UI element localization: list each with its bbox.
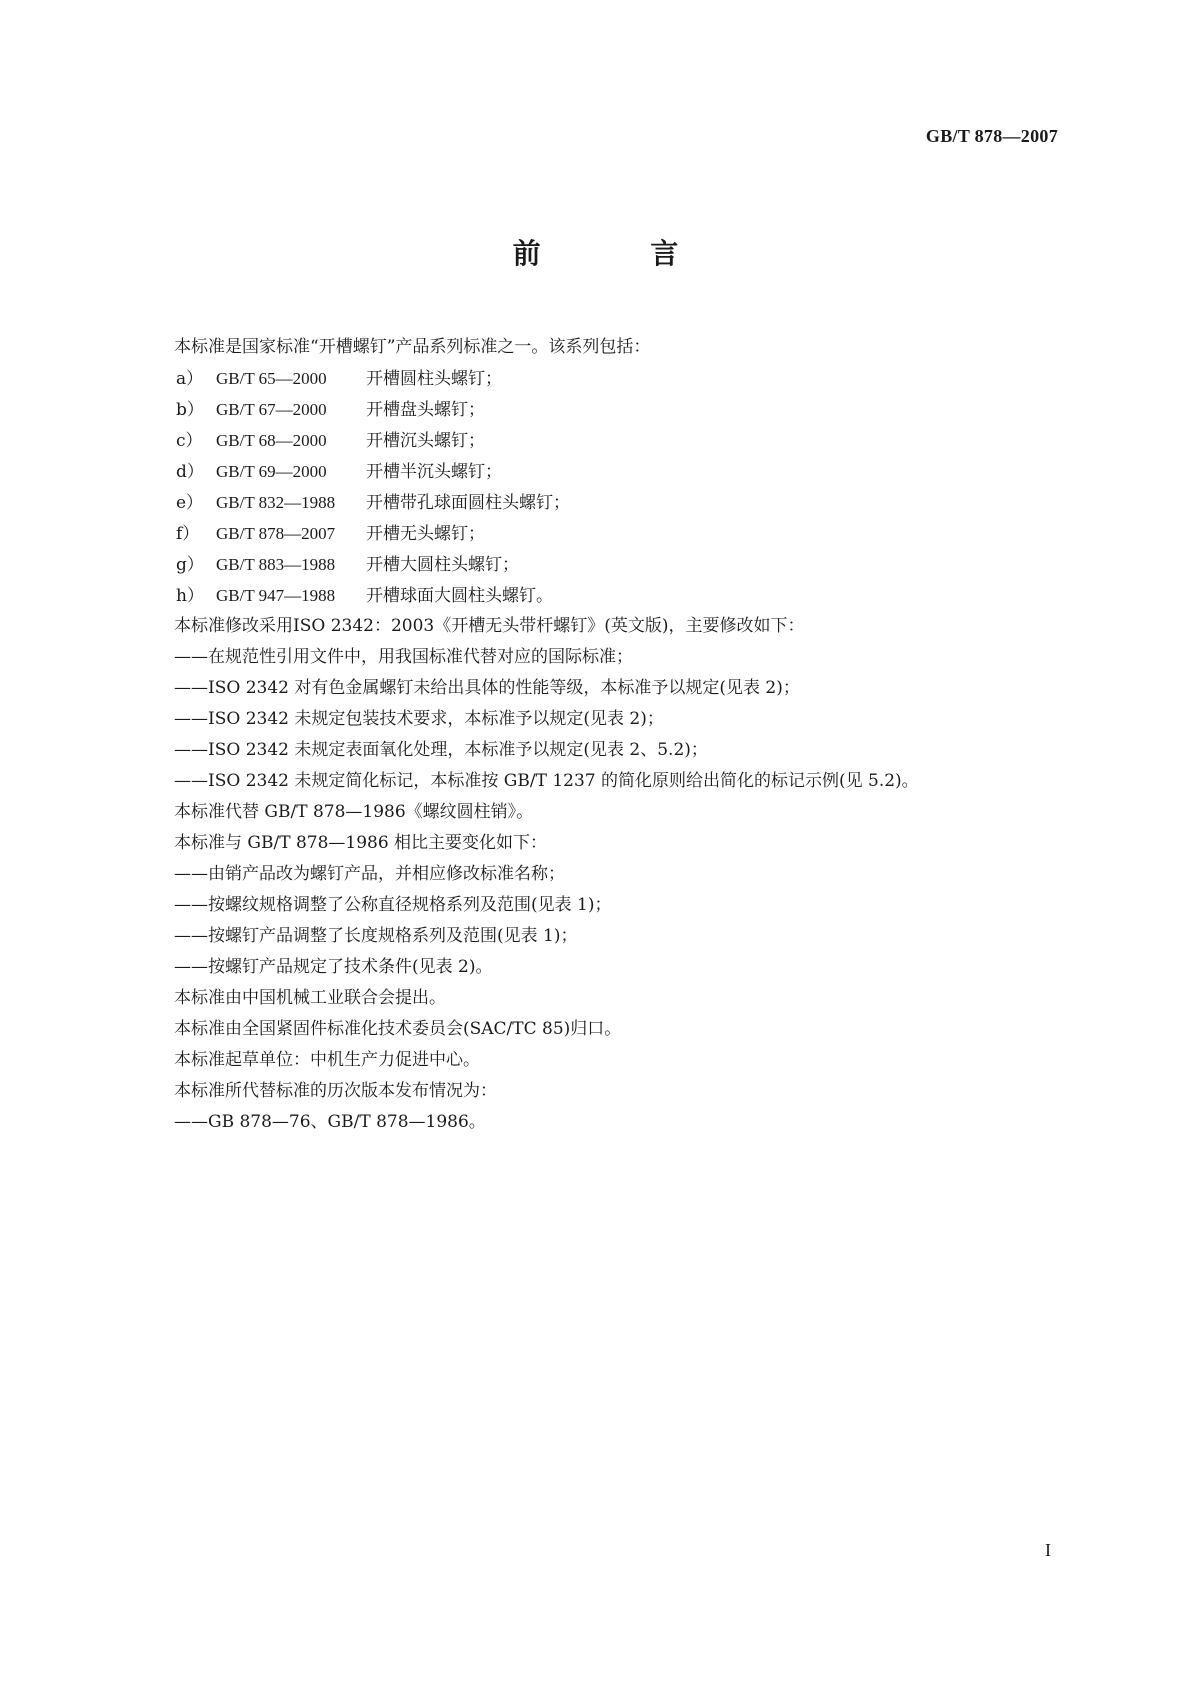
series-item-name: 开槽半沉头螺钉；	[366, 462, 502, 482]
body-paragraph: ——在规范性引用文件中，用我国标准代替对应的国际标准；	[174, 647, 633, 667]
body-paragraph: ——ISO 2342 未规定表面氧化处理，本标准予以规定(见表 2、5.2)；	[174, 740, 708, 760]
series-item	[174, 363, 1074, 394]
body-paragraph: ——由销产品改为螺钉产品，并相应修改标准名称；	[174, 864, 565, 884]
body-paragraph: ——ISO 2342 对有色金属螺钉未给出具体的性能等级，本标准予以规定(见表 2)；	[174, 678, 800, 698]
body-paragraph: 本标准与 GB/T 878—1986 相比主要变化如下：	[174, 833, 548, 853]
body-paragraph: ——GB 878—76、GB/T 878—1986。	[174, 1112, 486, 1132]
series-item-code: GB/T 65—2000	[216, 369, 327, 388]
series-item-label: c）	[176, 431, 203, 451]
series-item-name: 开槽沉头螺钉；	[366, 431, 485, 451]
series-item-name: 开槽球面大圆柱头螺钉。	[366, 586, 553, 606]
series-item	[174, 425, 1074, 456]
series-item-label: h）	[176, 586, 204, 606]
series-item-name: 开槽带孔球面圆柱头螺钉；	[366, 493, 570, 513]
series-item-label: d）	[176, 462, 204, 482]
body-paragraph: 本标准起草单位：中机生产力促进中心。	[174, 1050, 480, 1070]
series-item-label: e）	[176, 493, 204, 513]
series-item-name: 开槽无头螺钉；	[366, 524, 485, 544]
page-title: 前 言	[512, 237, 729, 270]
page-number: I	[1045, 1540, 1051, 1560]
series-item-label: f）	[176, 524, 200, 544]
series-item-label: b）	[176, 400, 204, 420]
document-number: GB/T 878—2007	[925, 126, 1058, 146]
series-item	[174, 394, 1074, 425]
series-item	[174, 549, 1074, 580]
body-paragraph: ——按螺纹规格调整了公称直径规格系列及范围(见表 1)；	[174, 895, 612, 915]
foreword-body	[174, 332, 1074, 1138]
body-paragraph: 本标准由中国机械工业联合会提出。	[174, 988, 446, 1008]
series-item-name: 开槽大圆柱头螺钉；	[366, 555, 519, 575]
series-item-label: a）	[176, 369, 204, 389]
intro-paragraph: 本标准是国家标准“开槽螺钉”产品系列标准之一。该系列包括：	[174, 337, 651, 357]
series-item	[174, 456, 1074, 487]
series-item-name: 开槽圆柱头螺钉；	[366, 369, 502, 389]
series-item-code: GB/T 878—2007	[216, 524, 336, 543]
body-paragraph: 本标准代替 GB/T 878—1986《螺纹圆柱销》。	[174, 802, 534, 822]
series-item-label: g）	[176, 555, 204, 575]
body-paragraph: 本标准由全国紧固件标准化技术委员会(SAC/TC 85)归口。	[174, 1019, 622, 1039]
series-item	[174, 580, 1074, 611]
series-item-code: GB/T 69—2000	[216, 462, 327, 481]
series-item-name: 开槽盘头螺钉；	[366, 400, 485, 420]
series-item-code: GB/T 947—1988	[216, 586, 336, 605]
body-paragraph: ——按螺钉产品规定了技术条件(见表 2)。	[174, 957, 493, 977]
body-paragraph: ——ISO 2342 未规定包装技术要求，本标准予以规定(见表 2)；	[174, 709, 664, 729]
body-paragraph: 本标准修改采用ISO 2342：2003《开槽无头带杆螺钉》(英文版)，主要修改如下：	[174, 616, 805, 636]
series-item-code: GB/T 68—2000	[216, 431, 327, 450]
body-paragraph: ——按螺钉产品调整了长度规格系列及范围(见表 1)；	[174, 926, 578, 946]
series-item-code: GB/T 67—2000	[216, 400, 327, 419]
series-item-code: GB/T 832—1988	[216, 493, 336, 512]
series-item	[174, 518, 1074, 549]
series-item	[174, 487, 1074, 518]
body-paragraph: ——ISO 2342 未规定简化标记，本标准按 GB/T 1237 的简化原则给出简化的标记示例(见 5.2)。	[174, 771, 919, 791]
body-paragraph: 本标准所代替标准的历次版本发布情况为：	[174, 1081, 497, 1101]
series-item-code: GB/T 883—1988	[216, 555, 336, 574]
